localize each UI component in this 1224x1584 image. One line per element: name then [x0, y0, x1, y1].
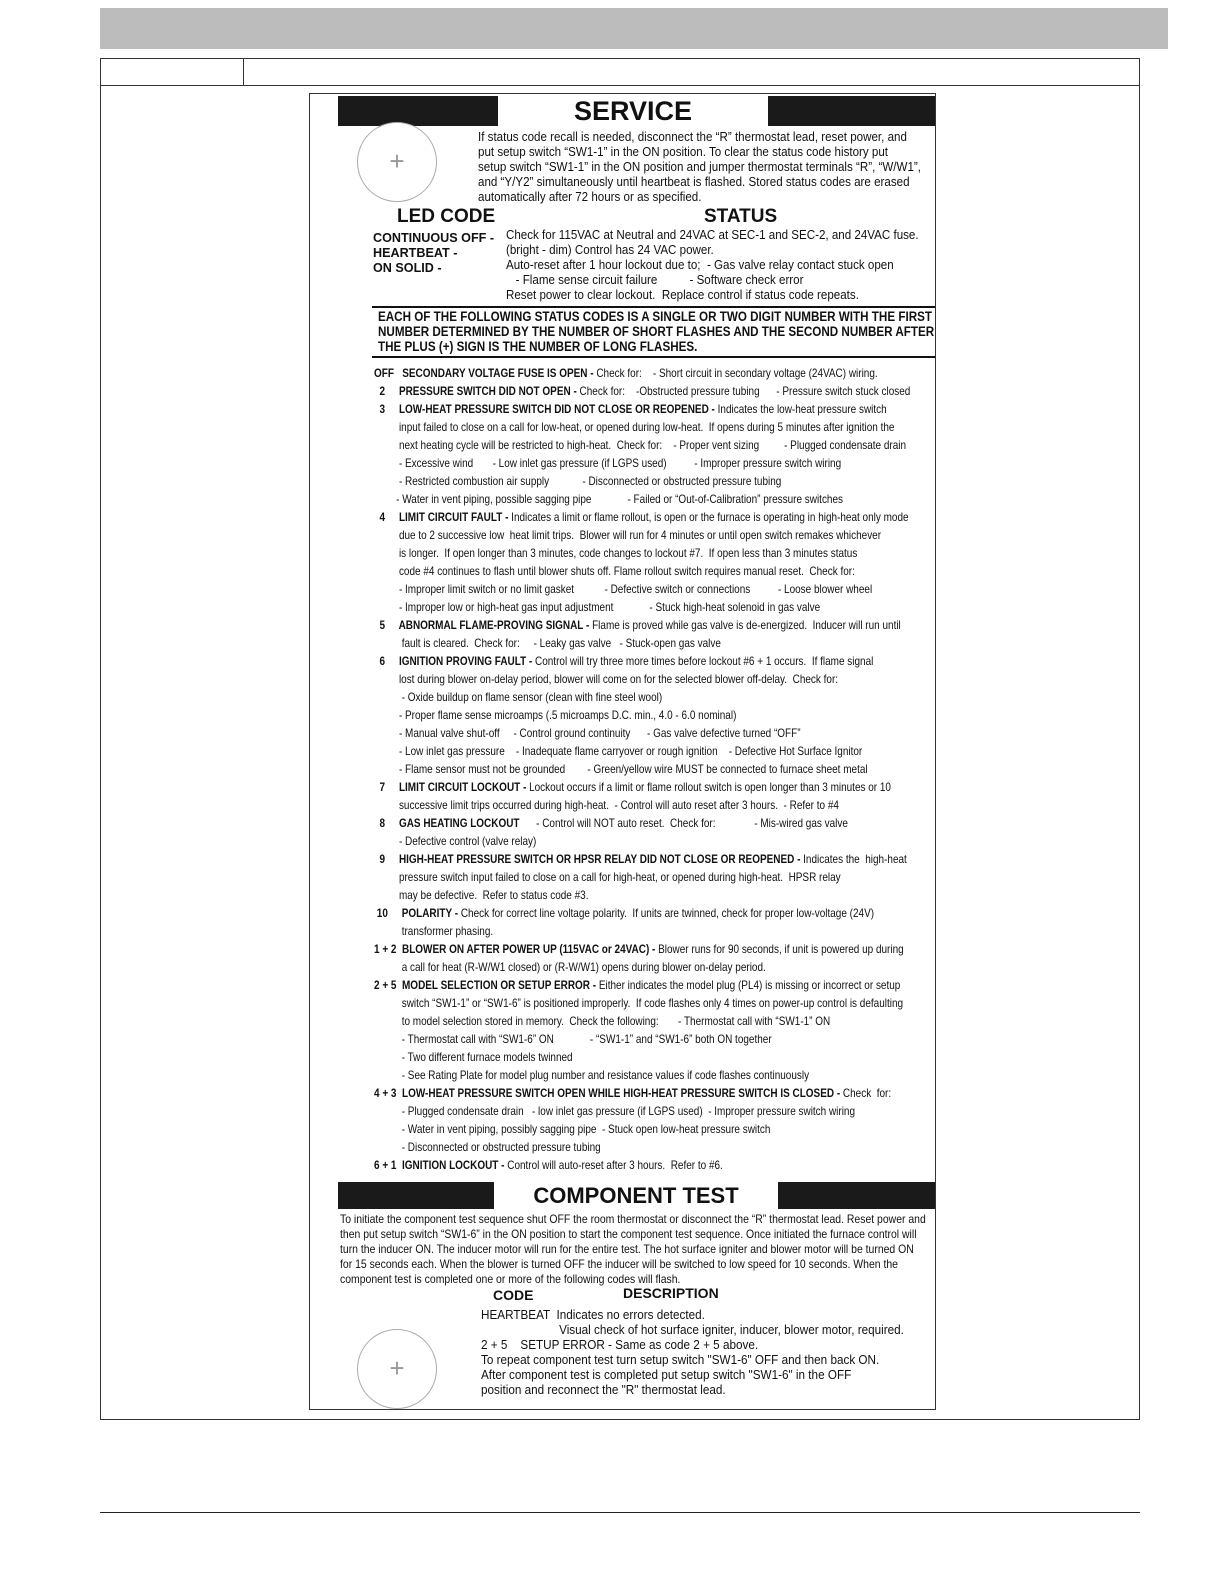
status-code-text: Control will try three more times before lockout #6 + 1 occurs. If flame signal	[535, 655, 874, 668]
status-code-row	[374, 997, 903, 1011]
status-code-text: successive limit trips occurred during high-heat. - Control will auto reset after 3 hours. - Refer to #4	[398, 799, 839, 812]
status-code-row	[374, 1159, 723, 1173]
status-code-text: lost during blower on-delay period, blower will come on for the selected blower off-delay. Check for:	[398, 673, 839, 686]
status-code-title: BLOWER ON AFTER POWER UP (115VAC or 24VAC) -	[402, 943, 659, 956]
status-code-row	[374, 1141, 601, 1155]
component-test-intro-line: To initiate the component test sequence shut OFF the room thermostat or disconnect the “R” thermostat lead. Reset power and	[340, 1213, 926, 1226]
status-code-number	[374, 889, 399, 902]
frame-column-divider	[243, 59, 244, 85]
status-code-text: input failed to close on a call for low-heat, or opened during low-heat. If opens during 5 minutes after ignition the	[398, 421, 895, 434]
status-code-number: 3	[374, 403, 399, 416]
status-code-text: - Disconnected or obstructed pressure tubing	[401, 1141, 601, 1154]
screw-hole-icon: +	[357, 1329, 437, 1409]
status-code-number: 1 + 2	[374, 943, 403, 956]
status-header: STATUS	[704, 206, 778, 227]
status-code-row	[374, 1015, 830, 1029]
status-code-number	[374, 799, 399, 812]
status-code-number	[374, 925, 402, 938]
status-code-row	[374, 673, 838, 687]
status-code-text: may be defective. Refer to status code #3.	[398, 889, 589, 902]
status-code-row	[374, 763, 868, 777]
status-code-number: 4	[374, 511, 399, 524]
status-code-row	[374, 871, 841, 885]
status-code-number	[374, 565, 399, 578]
status-code-row	[374, 403, 887, 417]
status-code-row	[374, 1069, 809, 1083]
status-code-text: pressure switch input failed to close on a call for high-heat, or opened during high-heat. HPSR relay	[398, 871, 841, 884]
component-test-intro-line: then put setup switch “SW1-6” in the ON position to start the component test sequence. Once initiated the furnace control will	[340, 1228, 917, 1241]
description-header: DESCRIPTION	[623, 1285, 719, 1301]
notice-line: NUMBER DETERMINED BY THE NUMBER OF SHORT FLASHES AND THE SECOND NUMBER AFTER	[378, 324, 935, 339]
status-code-row	[374, 745, 862, 759]
status-code-row	[374, 565, 855, 579]
status-code-title: LOW-HEAT PRESSURE SWITCH OPEN WHILE HIGH-HEAT PRESSURE SWITCH IS CLOSED -	[402, 1087, 843, 1100]
status-code-number	[374, 835, 399, 848]
notice-line: THE PLUS (+) SIGN IS THE NUMBER OF LONG FLASHES.	[378, 339, 698, 354]
code-header: CODE	[493, 1287, 534, 1303]
status-code-title: ABNORMAL FLAME-PROVING SIGNAL -	[398, 619, 593, 632]
status-code-text: to model selection stored in memory. Check the following: - Thermostat call with “SW1-1” ON	[401, 1015, 831, 1028]
status-code-text: Indicates the high-heat	[803, 853, 907, 866]
status-code-number	[374, 529, 399, 542]
status-code-text: due to 2 successive low heat limit trips. Blower will run for 4 minutes or until open switch remakes whichever	[398, 529, 882, 542]
status-code-text: is longer. If open longer than 3 minutes, code changes to lockout #7. If open less than 3 minutes status	[398, 547, 858, 560]
status-code-text: code #4 continues to flash until blower shuts off. Flame rollout switch requires manual reset. Check for:	[398, 565, 855, 578]
status-code-number: 7	[374, 781, 399, 794]
status-code-number	[374, 709, 399, 722]
status-code-number	[374, 1051, 402, 1064]
status-code-row	[374, 889, 588, 903]
status-code-row	[374, 601, 820, 615]
status-code-title: POLARITY -	[401, 907, 461, 920]
status-code-row	[374, 817, 848, 831]
status-code-text: - Two different furnace models twinned	[401, 1051, 573, 1064]
frame-divider	[101, 85, 1139, 86]
status-code-row	[374, 1105, 855, 1119]
status-code-text: - Defective control (valve relay)	[398, 835, 537, 848]
status-code-number: 10	[374, 907, 402, 920]
status-code-text: Lockout occurs if a limit or flame rollout switch is open longer than 3 minutes or 10	[529, 781, 891, 794]
component-test-line: Visual check of hot surface igniter, inducer, blower motor, required.	[481, 1323, 904, 1337]
status-code-number: 9	[374, 853, 399, 866]
service-intro-line: put setup switch “SW1-1” in the ON position. To clear the status code history put	[478, 145, 889, 159]
status-code-text: Check for: -Obstructed pressure tubing - Pressure switch stuck closed	[579, 385, 911, 398]
status-code-number	[374, 1141, 402, 1154]
status-code-row	[374, 709, 736, 723]
led-status-line: - Flame sense circuit failure - Software check error	[506, 273, 804, 287]
status-code-text: - Proper flame sense microamps (.5 microamps D.C. min., 4.0 - 6.0 nominal)	[398, 709, 737, 722]
component-test-line: After component test is completed put setup switch "SW1-6" in the OFF	[481, 1368, 852, 1382]
component-test-line: position and reconnect the "R" thermostat lead.	[481, 1383, 726, 1397]
status-code-number	[374, 547, 399, 560]
status-code-title: LIMIT CIRCUIT LOCKOUT -	[398, 781, 530, 794]
status-code-number	[374, 1123, 402, 1136]
status-code-text: - Oxide buildup on flame sensor (clean with fine steel wool)	[398, 691, 663, 704]
notice-top-rule	[372, 306, 936, 308]
page-header-bar	[100, 8, 1168, 49]
status-code-number	[374, 1105, 402, 1118]
status-code-text: - Improper limit switch or no limit gasket - Defective switch or connections - Loose blower wheel	[398, 583, 873, 596]
status-code-title: GAS HEATING LOCKOUT	[398, 817, 537, 830]
service-intro-line: setup switch “SW1-1” in the ON position and jumper thermostat terminals “R”, “W/W1”,	[478, 160, 921, 174]
status-code-number	[374, 1033, 402, 1046]
status-code-text: a call for heat (R-W/W1 closed) or (R-W/W1) opens during blower on-delay period.	[401, 961, 766, 974]
status-code-row	[374, 907, 874, 921]
status-code-text: switch “SW1-1” or “SW1-6” is positioned improperly. If code flashes only 4 times on power-up control is defaulting	[401, 997, 904, 1010]
status-code-number	[374, 871, 399, 884]
service-title-bar	[338, 96, 936, 126]
status-code-number: 2 + 5	[374, 979, 403, 992]
component-test-line: To repeat component test turn setup switch "SW1-6" OFF and then back ON.	[481, 1353, 880, 1367]
status-code-text: - Low inlet gas pressure - Inadequate flame carryover or rough ignition - Defective Hot Surface Ignitor	[398, 745, 863, 758]
led-code-header: LED CODE	[397, 206, 496, 227]
status-code-text: - Water in vent piping, possibly sagging pipe - Stuck open low-heat pressure switch	[401, 1123, 771, 1136]
status-code-text: Indicates a limit or flame rollout, is open or the furnace is operating in high-heat only mode	[511, 511, 909, 524]
status-code-text: - Flame sensor must not be grounded - Green/yellow wire MUST be connected to furnace sheet metal	[398, 763, 868, 776]
status-code-row	[374, 439, 906, 453]
status-code-title: HIGH-HEAT PRESSURE SWITCH OR HPSR RELAY DID NOT CLOSE OR REOPENED -	[398, 853, 804, 866]
status-code-number: OFF	[374, 367, 403, 380]
screw-hole-icon: +	[357, 122, 437, 202]
status-code-number	[374, 1069, 402, 1082]
page-footer-rule	[100, 1512, 1140, 1513]
status-code-text: Check for correct line voltage polarity. If units are twinned, check for proper low-voltage (24V)	[460, 907, 875, 920]
status-code-text: fault is cleared. Check for: - Leaky gas valve - Stuck-open gas valve	[398, 637, 721, 650]
status-code-row	[374, 421, 894, 435]
status-code-row	[374, 925, 493, 939]
status-code-number	[374, 727, 399, 740]
status-code-text: Check for: - Short circuit in secondary voltage (24VAC) wiring.	[596, 367, 878, 380]
status-code-text: - Manual valve shut-off - Control ground continuity - Gas valve defective turned “OFF”	[398, 727, 801, 740]
component-test-title-bar	[338, 1182, 936, 1209]
status-code-text: Control will auto-reset after 3 hours. Refer to #6.	[507, 1159, 723, 1172]
status-code-number: 4 + 3	[374, 1087, 403, 1100]
status-code-title: SECONDARY VOLTAGE FUSE IS OPEN -	[402, 367, 597, 380]
status-code-row	[374, 619, 901, 633]
status-code-row	[374, 1087, 891, 1101]
status-code-row	[374, 691, 662, 705]
service-intro-line: If status code recall is needed, disconnect the “R” thermostat lead, reset power, and	[478, 130, 907, 144]
led-status-line: Check for 115VAC at Neutral and 24VAC at SEC-1 and SEC-2, and 24VAC fuse.	[506, 228, 919, 242]
component-test-intro-line: component test is completed one or more of the following codes will flash.	[340, 1273, 681, 1286]
status-code-number	[374, 493, 396, 506]
status-code-number: 5	[374, 619, 399, 632]
status-code-row	[374, 781, 891, 795]
status-code-text: Flame is proved while gas valve is de-energized. Inducer will run until	[592, 619, 901, 632]
status-code-row	[374, 1051, 573, 1065]
status-code-text: Either indicates the model plug (PL4) is missing or incorrect or setup	[598, 979, 901, 992]
status-code-number	[374, 637, 399, 650]
status-code-row	[374, 943, 904, 957]
status-code-row	[374, 529, 881, 543]
status-code-row	[374, 547, 857, 561]
status-code-number	[374, 997, 402, 1010]
status-code-number	[374, 673, 399, 686]
status-code-row	[374, 835, 536, 849]
status-code-number	[374, 583, 399, 596]
service-label	[309, 93, 936, 1410]
status-code-row	[374, 637, 721, 651]
status-code-text: Check for:	[842, 1087, 892, 1100]
status-code-text: Blower runs for 90 seconds, if unit is powered up during	[658, 943, 904, 956]
status-code-title: IGNITION PROVING FAULT -	[398, 655, 536, 668]
component-test-intro-line: turn the inducer ON. The inducer motor will run for the entire test. The hot surface igniter and blower motor will be turned ON	[340, 1243, 914, 1256]
status-code-number	[374, 475, 399, 488]
status-code-row	[374, 961, 766, 975]
status-code-number	[374, 421, 399, 434]
status-code-number	[374, 691, 399, 704]
status-code-title: LIMIT CIRCUIT FAULT -	[398, 511, 512, 524]
status-code-number: 6 + 1	[374, 1159, 403, 1172]
component-test-line: HEARTBEAT Indicates no errors detected.	[481, 1308, 705, 1322]
status-code-text: - See Rating Plate for model plug number and resistance values if code flashes continuously	[401, 1069, 810, 1082]
status-code-row	[374, 799, 839, 813]
status-code-title: PRESSURE SWITCH DID NOT OPEN -	[398, 385, 580, 398]
status-code-text: - Control will NOT auto reset. Check for: - Mis-wired gas valve	[536, 817, 848, 830]
status-code-row	[374, 511, 909, 525]
status-code-text: - Plugged condensate drain - low inlet gas pressure (if LGPS used) - Improper pressure switch wiring	[401, 1105, 856, 1118]
led-code-label: ON SOLID -	[373, 261, 442, 275]
service-intro-line: and “Y/Y2” simultaneously until heartbeat is flashed. Stored status codes are erased	[478, 175, 910, 189]
status-code-text: - Excessive wind - Low inlet gas pressure (if LGPS used) - Improper pressure switch wiring	[398, 457, 842, 470]
status-code-row	[374, 979, 900, 993]
led-status-line: (bright - dim) Control has 24 VAC power.	[506, 243, 714, 257]
status-code-text: - Improper low or high-heat gas input adjustment - Stuck high-heat solenoid in gas valve	[398, 601, 821, 614]
led-status-line: Reset power to clear lockout. Replace control if status code repeats.	[506, 288, 859, 302]
status-code-number	[374, 439, 399, 452]
status-code-number: 8	[374, 817, 399, 830]
notice-bottom-rule	[372, 356, 936, 358]
led-status-line: Auto-reset after 1 hour lockout due to; - Gas valve relay contact stuck open	[506, 258, 894, 272]
notice-line: EACH OF THE FOLLOWING STATUS CODES IS A SINGLE OR TWO DIGIT NUMBER WITH THE FIRST	[378, 309, 932, 324]
service-title: SERVICE	[498, 96, 768, 126]
status-code-number	[374, 1015, 402, 1028]
status-code-row	[374, 385, 910, 399]
status-code-text: - Thermostat call with “SW1-6” ON - “SW1-1” and “SW1-6” both ON together	[401, 1033, 772, 1046]
status-code-title: IGNITION LOCKOUT -	[402, 1159, 508, 1172]
status-code-row	[374, 475, 781, 489]
status-code-number	[374, 961, 402, 974]
status-code-row	[374, 583, 872, 597]
status-code-number	[374, 745, 399, 758]
component-test-title: COMPONENT TEST	[494, 1182, 778, 1209]
component-test-line: 2 + 5 SETUP ERROR - Same as code 2 + 5 above.	[481, 1338, 759, 1352]
status-code-text: next heating cycle will be restricted to high-heat. Check for: - Proper vent sizing - Plugged condensate drain	[398, 439, 907, 452]
status-code-number: 2	[374, 385, 399, 398]
component-test-intro-line: for 15 seconds each. When the blower is turned OFF the inducer will be switched to low speed for 10 seconds. When the	[340, 1258, 898, 1271]
status-code-row	[374, 1123, 770, 1137]
led-code-label: HEARTBEAT -	[373, 246, 458, 260]
status-code-row	[374, 655, 873, 669]
status-code-row	[374, 727, 801, 741]
status-code-title: MODEL SELECTION OR SETUP ERROR -	[402, 979, 599, 992]
status-code-row	[374, 457, 841, 471]
status-code-row	[374, 1033, 772, 1047]
status-code-number	[374, 763, 399, 776]
service-intro-line: automatically after 72 hours or as specified.	[478, 190, 702, 204]
status-code-row	[374, 367, 878, 381]
status-code-number	[374, 457, 399, 470]
status-code-row	[374, 493, 843, 507]
status-code-row	[374, 853, 907, 867]
status-code-title: LOW-HEAT PRESSURE SWITCH DID NOT CLOSE OR REOPENED -	[398, 403, 718, 416]
status-code-number	[374, 601, 399, 614]
status-code-number: 6	[374, 655, 399, 668]
status-code-text: - Water in vent piping, possible sagging pipe - Failed or “Out-of-Calibration” pressure switches	[396, 493, 844, 506]
status-code-text: - Restricted combustion air supply - Disconnected or obstructed pressure tubing	[398, 475, 782, 488]
status-code-text: Indicates the low-heat pressure switch	[717, 403, 887, 416]
status-code-text: transformer phasing.	[401, 925, 494, 938]
led-code-label: CONTINUOUS OFF -	[373, 231, 495, 245]
